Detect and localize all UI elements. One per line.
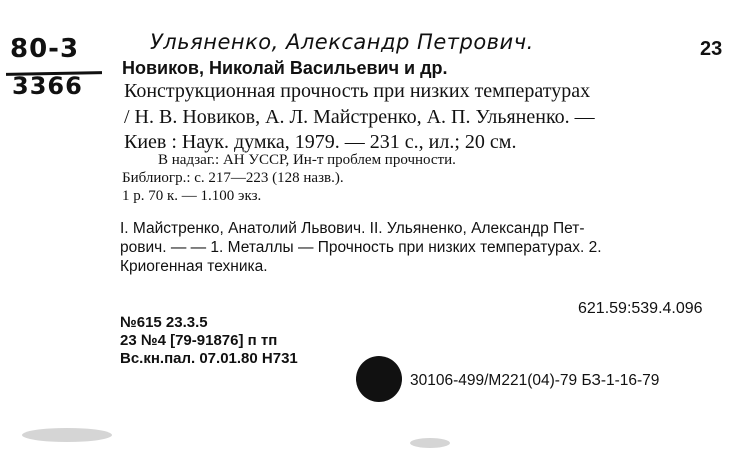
- accession-line: 23 №4 [79-91876] п тп: [120, 332, 278, 349]
- subject-line: рович. — — 1. Металлы — Прочность при низких температурах. 2.: [120, 239, 602, 256]
- scan-smudge: [22, 428, 112, 442]
- publisher-codes: 30106-499/М221(04)-79 БЗ-1-16-79: [410, 372, 660, 389]
- note-line: В надзаг.: АН УССР, Ин-т проблем прочности.: [158, 152, 456, 168]
- title-line: Киев : Наук. думка, 1979. — 231 с., ил.; 20 см.: [124, 131, 517, 153]
- card-number: 23: [700, 38, 723, 60]
- accession-line: №615 23.3.5: [120, 314, 208, 331]
- scan-smudge: [410, 438, 450, 448]
- ink-stamp-dot: [356, 356, 402, 402]
- handwritten-note: Ульяненко, Александр Петрович.: [150, 30, 534, 54]
- call-number-bottom: 3366: [12, 72, 83, 100]
- note-line: Библиогр.: с. 217—223 (128 назв.).: [122, 170, 344, 186]
- accession-line: Вс.кн.пал. 07.01.80 H731: [120, 350, 298, 367]
- call-number-top: 80-3: [10, 34, 80, 64]
- title-line: Конструкционная прочность при низких температурах: [124, 80, 591, 102]
- title-line: / Н. В. Новиков, А. Л. Майстренко, А. П. Ульяненко. —: [124, 106, 595, 128]
- subject-line: I. Майстренко, Анатолий Львович. II. Ульяненко, Александр Пет-: [120, 220, 585, 237]
- author-heading: Новиков, Николай Васильевич и др.: [122, 58, 448, 78]
- udc-code: 621.59:539.4.096: [578, 300, 703, 317]
- subject-line: Криогенная техника.: [120, 258, 268, 275]
- note-line: 1 р. 70 к. — 1.100 экз.: [122, 188, 262, 204]
